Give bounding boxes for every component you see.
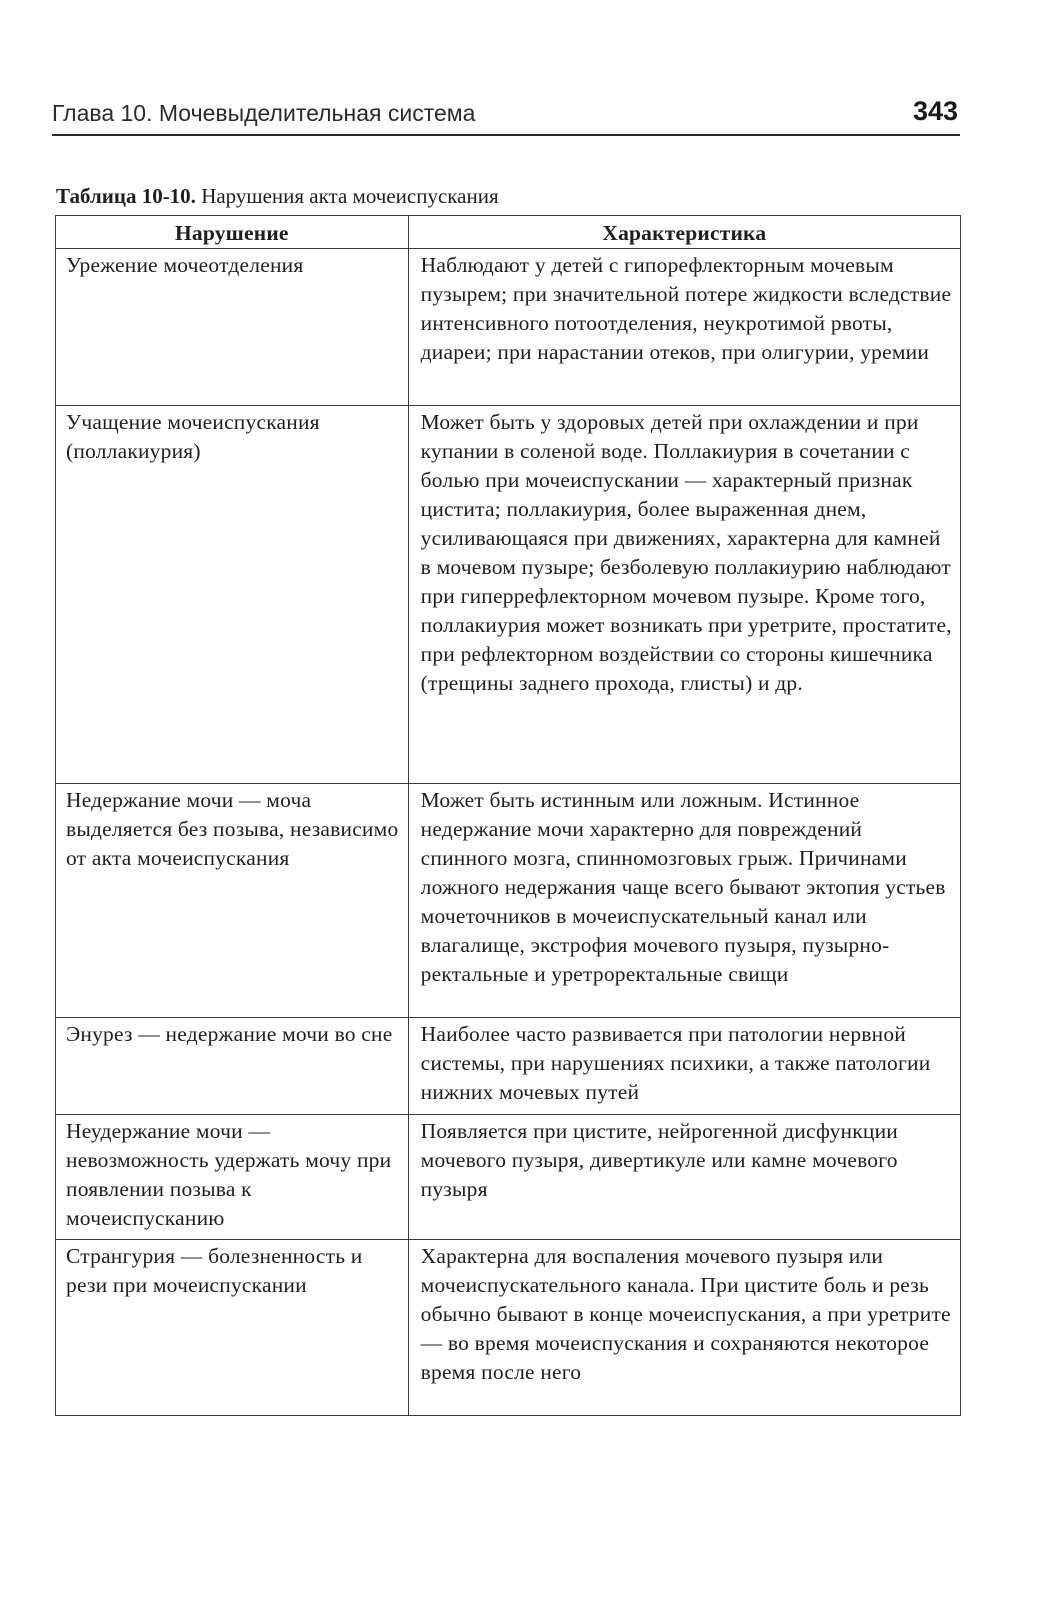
- table-header-row: [56, 216, 961, 249]
- table-row: [56, 249, 961, 406]
- column-header-description: Характеристика: [408, 216, 960, 249]
- table-caption-label: Таблица 10-10.: [56, 184, 196, 208]
- disorders-table: [55, 215, 961, 1416]
- chapter-title: Глава 10. Мочевыделительная система: [52, 100, 476, 126]
- table-row: [56, 784, 961, 1018]
- table-caption: [56, 184, 499, 209]
- running-header: [52, 96, 960, 136]
- description-cell: Может быть у здоровых детей при охлаждении и при купании в соленой воде. Поллакиурия в сочетании с болью при мочеиспускании — характерный признак цистита; поллакиурия, более выраженная днем, усиливающаяся при движениях, характерна для камней в мочевом пузыре; безболевую поллакиурию наблюдают при гиперрефлекторном мочевом пузыре. Кроме того, поллакиурия может возникать при уретрите, простатите, при рефлекторном воздействии со стороны кишечника (трещины заднего прохода, глисты) и др.: [408, 406, 960, 784]
- description-cell: Может быть истинным или ложным. Истинное недержание мочи характерно для повреждений спинного мозга, спинномозговых грыж. Причинами ложного недержания чаще всего бывают эктопия устьев мочеточников в мочеиспускательный канал или влагалище, экстрофия мочевого пузыря, пузырно-ректальные и уретроректальные свищи: [408, 784, 960, 1018]
- disorder-cell: Странгурия — болезненность и рези при мочеиспускании: [56, 1240, 409, 1416]
- disorder-cell: Учащение мочеиспускания (поллакиурия): [56, 406, 409, 784]
- description-cell: Характерна для воспаления мочевого пузыря или мочеиспускательного канала. При цистите боль и резь обычно бывают в конце мочеиспускания, а при уретрите — во время мочеиспускания и сохраняются некоторое время после него: [408, 1240, 960, 1416]
- table-row: [56, 1115, 961, 1240]
- description-cell: Наиболее часто развивается при патологии нервной системы, при нарушениях психики, а также патологии нижних мочевых путей: [408, 1018, 960, 1115]
- table-row: [56, 406, 961, 784]
- table-row: [56, 1240, 961, 1416]
- disorder-cell: Энурез — недержание мочи во сне: [56, 1018, 409, 1115]
- page-number: 343: [912, 96, 958, 126]
- disorder-cell: Неудержание мочи — невозможность удержать мочу при появлении позыва к мочеиспусканию: [56, 1115, 409, 1240]
- disorder-cell: Урежение мочеотделения: [56, 249, 409, 406]
- table-caption-text: Нарушения акта мочеиспускания: [201, 184, 499, 208]
- table-row: [56, 1018, 961, 1115]
- description-cell: Наблюдают у детей с гипорефлекторным мочевым пузырем; при значительной потере жидкости вследствие интенсивного потоотделения, неукротимой рвоты, диареи; при нарастании отеков, при олигурии, уремии: [408, 249, 960, 406]
- column-header-disorder: Нарушение: [56, 216, 409, 249]
- description-cell: Появляется при цистите, нейрогенной дисфункции мочевого пузыря, дивертикуле или камне мочевого пузыря: [408, 1115, 960, 1240]
- disorder-cell: Недержание мочи — моча выделяется без позыва, независимо от акта мочеиспускания: [56, 784, 409, 1018]
